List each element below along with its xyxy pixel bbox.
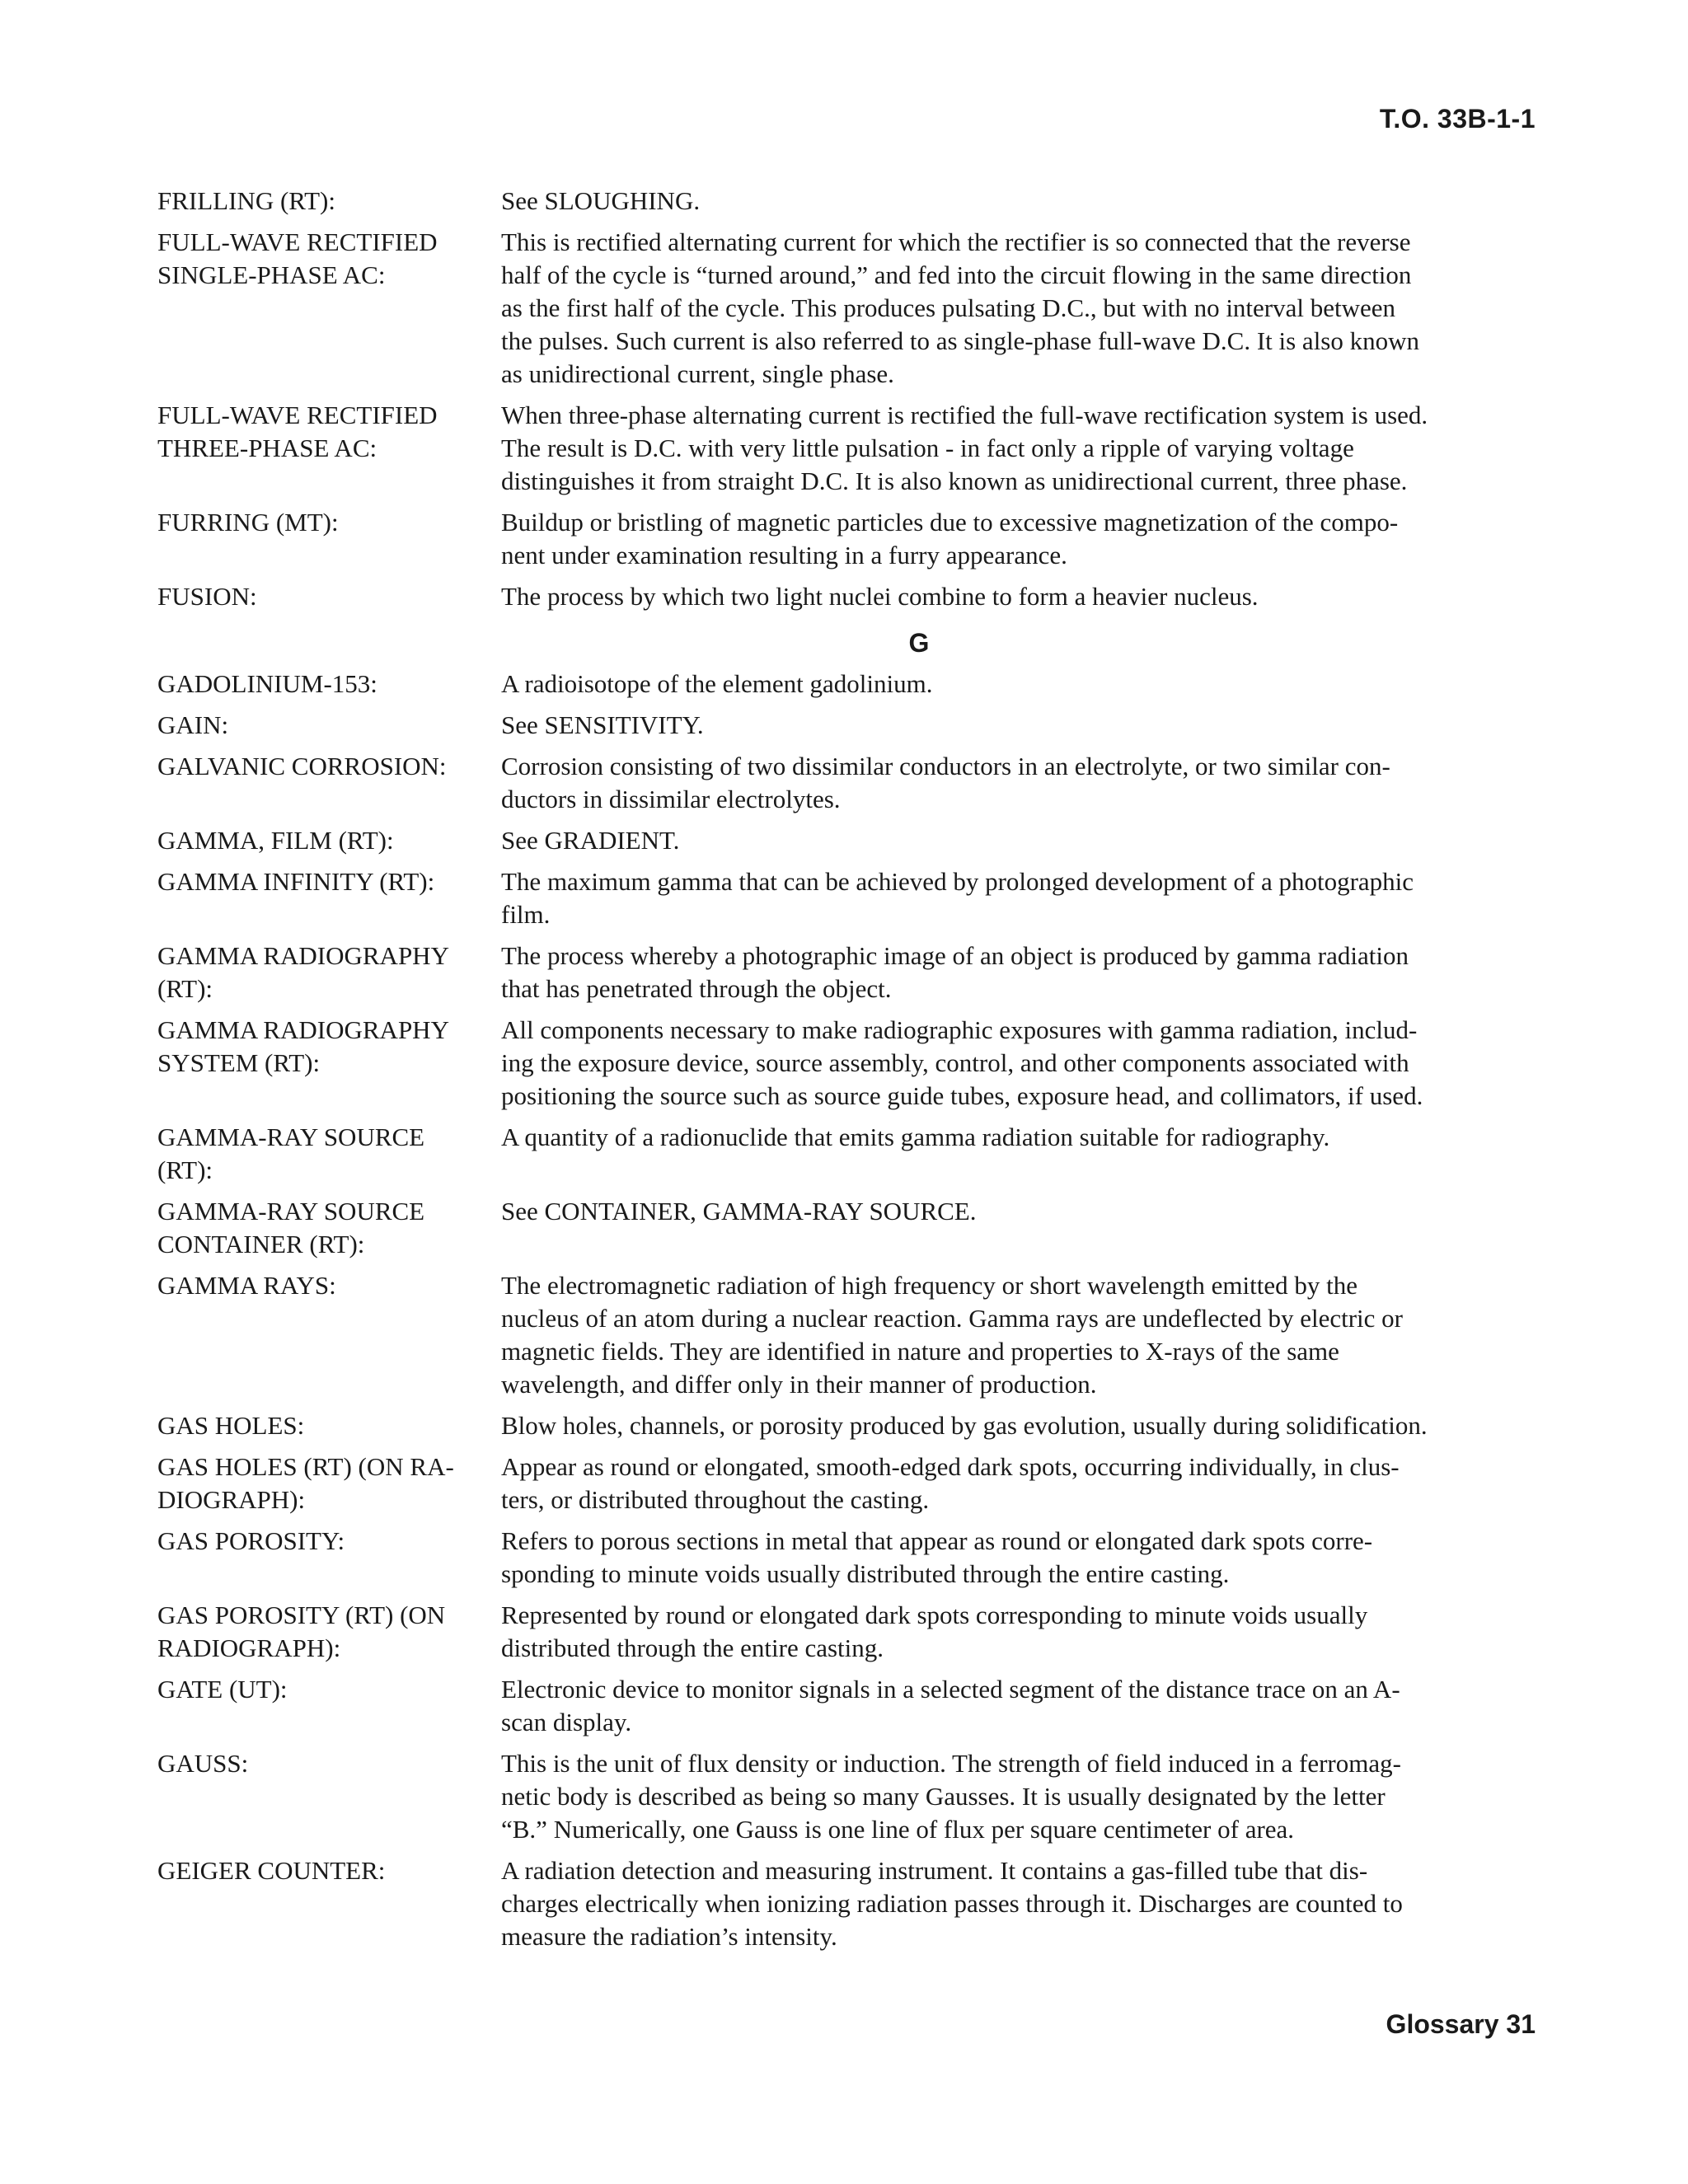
- glossary-term: GAUSS:: [157, 1749, 249, 1778]
- glossary-term: GAS POROSITY:: [157, 1526, 345, 1555]
- glossary-term: GAS HOLES:: [157, 1411, 305, 1440]
- glossary-definition: The process by which two light nuclei combine to form a heavier nucleus.: [501, 582, 1259, 611]
- glossary-definition: See GRADIENT.: [501, 826, 680, 855]
- glossary-term: FULL-WAVE RECTIFIED SINGLE-PHASE AC:: [157, 227, 438, 289]
- glossary-entry: [157, 1599, 1536, 1665]
- glossary-section: [157, 185, 1536, 613]
- glossary-term: GEIGER COUNTER:: [157, 1856, 386, 1885]
- glossary-entry: [157, 1014, 1536, 1113]
- glossary-entry: [157, 226, 1536, 391]
- glossary-term: GAMMA INFINITY (RT):: [157, 867, 435, 896]
- glossary-term: FUSION:: [157, 582, 257, 611]
- glossary-list: [157, 185, 1536, 1961]
- glossary-term: GADOLINIUM-153:: [157, 669, 377, 698]
- glossary-entry: [157, 1409, 1536, 1442]
- glossary-term: GAMMA RADIOGRAPHY (RT):: [157, 941, 449, 1003]
- glossary-entry: [157, 750, 1536, 816]
- glossary-definition: This is rectified alternating current for which the rectifier is so connected that the reverse half of the cycle is “turned around,” and fed into the circuit flowing in the same direction as the first half of the cycle. This produces pulsating D.C., but with no interval between the pulses. Such current is also referred to as single-phase full-wave D.C. It is also known as unidirectional current, single phase.: [501, 227, 1420, 388]
- glossary-definition: See CONTAINER, GAMMA-RAY SOURCE.: [501, 1197, 977, 1226]
- glossary-definition: The electromagnetic radiation of high frequency or short wavelength emitted by the nucleus of an atom during a nuclear reaction. Gamma rays are undeflected by electric or magnetic fields. They are identified in nature and properties to X-rays of the same wavelength, and differ only in their manner of production.: [501, 1271, 1403, 1399]
- glossary-entry: [157, 1451, 1536, 1516]
- glossary-definition: Refers to porous sections in metal that appear as round or elongated dark spots corre- sponding to minute voids usually distributed through the entire casting.: [501, 1526, 1373, 1588]
- glossary-entry: [157, 1747, 1536, 1846]
- glossary-entry: [157, 824, 1536, 857]
- glossary-definition: See SLOUGHING.: [501, 186, 701, 215]
- glossary-entry: [157, 506, 1536, 572]
- glossary-definition: The maximum gamma that can be achieved by prolonged development of a photographic film.: [501, 867, 1414, 929]
- glossary-entry: [157, 668, 1536, 701]
- glossary-entry: [157, 399, 1536, 498]
- glossary-term: GAMMA RADIOGRAPHY SYSTEM (RT):: [157, 1015, 449, 1077]
- glossary-definition: Represented by round or elongated dark spots corresponding to minute voids usually distributed through the entire casting.: [501, 1601, 1368, 1662]
- glossary-entry: [157, 709, 1536, 742]
- glossary-term: GAMMA RAYS:: [157, 1271, 336, 1300]
- section-letter-heading: G: [908, 628, 930, 658]
- glossary-definition: When three-phase alternating current is rectified the full-wave rectification system is used. The result is D.C. with very little pulsation - in fact only a ripple of varying voltage distinguishes it from straight D.C. It is also known as unidirectional current, three phase.: [501, 401, 1428, 495]
- glossary-entry: [157, 1269, 1536, 1401]
- document-id: T.O. 33B-1-1: [1379, 104, 1536, 134]
- glossary-term: GAS HOLES (RT) (ON RA- DIOGRAPH):: [157, 1452, 454, 1514]
- glossary-definition: This is the unit of flux density or induction. The strength of field induced in a ferromag- netic body is described as being so many Gausses. It is usually designated by the letter “B.” Numerically, one Gauss is one line of flux per square centimeter of area.: [501, 1749, 1401, 1844]
- glossary-section: [157, 626, 1536, 1953]
- page-label: Glossary 31: [1386, 2009, 1536, 2039]
- glossary-definition: See SENSITIVITY.: [501, 710, 704, 739]
- glossary-term: GAMMA-RAY SOURCE (RT):: [157, 1122, 425, 1184]
- glossary-definition: All components necessary to make radiographic exposures with gamma radiation, includ- ing the exposure device, source assembly, control, and other components associated with positioning the source such as source guide tubes, exposure head, and collimators, if used.: [501, 1015, 1423, 1110]
- glossary-entry: [157, 1673, 1536, 1739]
- glossary-entry: [157, 940, 1536, 1005]
- glossary-entry: [157, 1854, 1536, 1953]
- glossary-definition: The process whereby a photographic image of an object is produced by gamma radiation that has penetrated through the object.: [501, 941, 1409, 1003]
- glossary-entry: [157, 1195, 1536, 1261]
- glossary-entry: [157, 580, 1536, 613]
- glossary-definition: A radiation detection and measuring instrument. It contains a gas-filled tube that dis- charges electrically when ionizing radiation passes through it. Discharges are counted to measure the radiation’s intensity.: [501, 1856, 1403, 1951]
- glossary-term: FURRING (MT):: [157, 508, 339, 537]
- glossary-definition: Corrosion consisting of two dissimilar conductors in an electrolyte, or two similar con- ductors in dissimilar electrolytes.: [501, 752, 1390, 813]
- glossary-entry: [157, 1525, 1536, 1591]
- glossary-definition: Appear as round or elongated, smooth-edged dark spots, occurring individually, in clus- ters, or distributed throughout the casting.: [501, 1452, 1400, 1514]
- glossary-entry: [157, 1121, 1536, 1187]
- glossary-term: GALVANIC CORROSION:: [157, 752, 447, 780]
- glossary-term: GAMMA-RAY SOURCE CONTAINER (RT):: [157, 1197, 425, 1258]
- glossary-definition: Electronic device to monitor signals in a selected segment of the distance trace on an A- scan display.: [501, 1675, 1400, 1736]
- glossary-definition: A radioisotope of the element gadolinium.: [501, 669, 933, 698]
- glossary-term: GATE (UT):: [157, 1675, 288, 1704]
- glossary-definition: Blow holes, channels, or porosity produced by gas evolution, usually during solidification.: [501, 1411, 1428, 1440]
- glossary-entry: [157, 865, 1536, 931]
- glossary-definition: A quantity of a radionuclide that emits gamma radiation suitable for radiography.: [501, 1122, 1330, 1151]
- glossary-term: GAMMA, FILM (RT):: [157, 826, 394, 855]
- glossary-definition: Buildup or bristling of magnetic particles due to excessive magnetization of the compo- nent under examination resulting in a furry appearance.: [501, 508, 1399, 569]
- glossary-entry: [157, 185, 1536, 218]
- glossary-term: GAS POROSITY (RT) (ON RADIOGRAPH):: [157, 1601, 446, 1662]
- glossary-term: FULL-WAVE RECTIFIED THREE-PHASE AC:: [157, 401, 438, 462]
- glossary-term: GAIN:: [157, 710, 229, 739]
- glossary-term: FRILLING (RT):: [157, 186, 335, 215]
